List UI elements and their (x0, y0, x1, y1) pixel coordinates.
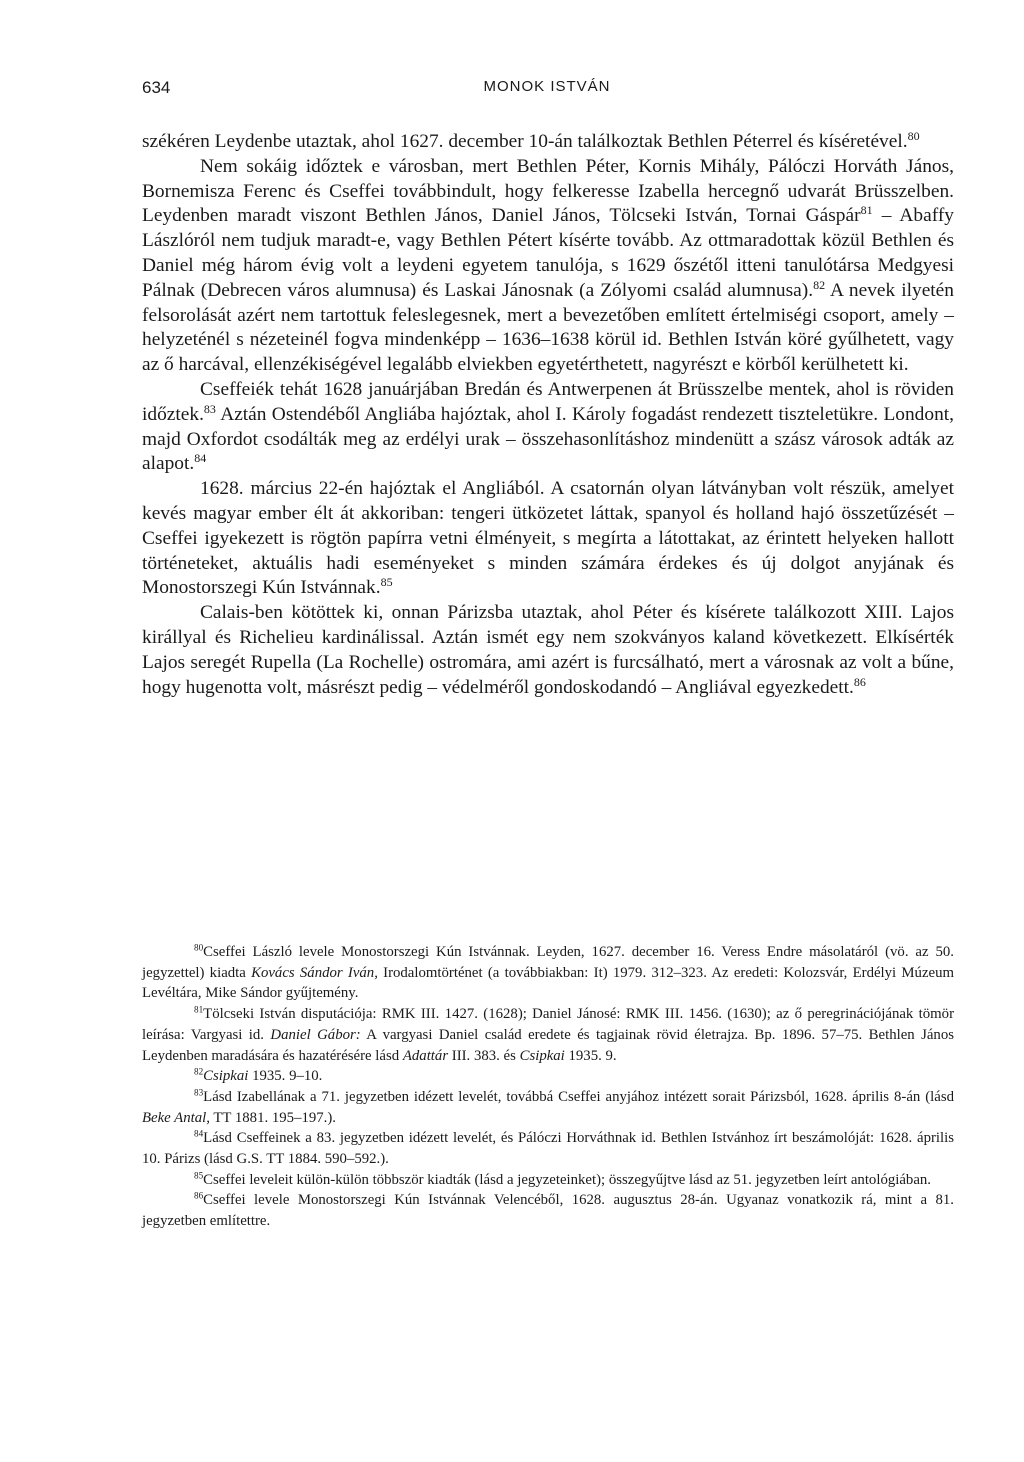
footnote-84 (142, 1128, 954, 1169)
paragraph-5 (142, 601, 954, 700)
footnote-text: Cseffei levele Monostorszegi Kún Istvánnak Velencéből, 1628. augusztus 28-án. Ugyanaz vonatkozik rá, mint a 81. jegyzetben említettre. (142, 1192, 954, 1230)
footnote-ref-86[interactable]: 86 (853, 674, 866, 689)
footnote-text: Lásd Izabellának a 71. jegyzetben idézett levelét, továbbá Cseffei anyjához intézett sorait Párizsból, 1628. április 8-án (lásd (203, 1088, 954, 1105)
footnote-ref-80[interactable]: 80 (907, 128, 920, 143)
footnote-text: Lásd Cseffeinek a 83. jegyzetben idézett levelét, és Pálóczi Horváthnak id. Bethlen Istvánhoz írt beszámolóját: 1628. április 10. Párizs (lásd G.S. TT 1884. 590–592.). (142, 1130, 954, 1168)
footnote-text: Tölcseki István disputációja: RMK III. 1427. (1628); Daniel Jánosé: RMK III. 1456. (1630); az ő peregrinációjának tömör leírása: Vargyasi id. (142, 1006, 954, 1043)
footnote-number: 83 (194, 1087, 204, 1098)
footnote-ref-83[interactable]: 83 (203, 401, 216, 416)
footnote-ref-81[interactable]: 81 (860, 203, 873, 218)
footnote-ref-85[interactable]: 85 (380, 575, 393, 590)
footnote-text: 1935. 9. (564, 1047, 617, 1064)
footnote-text: III. 383. és (448, 1047, 520, 1064)
footnote-text: Cseffei leveleit külön-külön többször kiadták (lásd a jegyzeteinket); összegyűjtve lásd az 51. jegyzetben leírt antológiában. (203, 1171, 931, 1188)
footnote-author: Daniel Gábor: (270, 1026, 361, 1043)
footnote-author: Csipkai (519, 1047, 565, 1064)
footnote-number: 85 (194, 1170, 204, 1181)
footnote-text: Cseffei László levele Monostorszegi Kún Istvánnak. Leyden, 1627. december 16. Veress Endre másolatáról (vö. az 50. jegyzettel) kiadta (142, 944, 954, 981)
paragraph-text: Calais-ben kötöttek ki, onnan Párizsba utaztak, ahol Péter és kísérete találkozott XIII. Lajos királlyal és Richelieu kardinálissal. Aztán ismét egy nem szokványos kaland következett. Elkísérték Lajos seregét Rupella (La Rochelle) ostromára, ami azért is furcsálható, mert a városnak az volt a bűne, hogy hugenotta volt, másrészt pedig – védelméről gondoskodandó – Angliával egyezkedett. (142, 602, 954, 698)
paragraph-2 (142, 155, 954, 378)
main-text (142, 130, 954, 700)
paragraph-1 (142, 130, 954, 155)
footnote-number: 86 (194, 1190, 204, 1201)
footnote-80 (142, 942, 954, 1004)
footnote-86 (142, 1190, 954, 1231)
footnote-author: Beke Antal, (142, 1109, 210, 1126)
page-number: 634 (142, 78, 171, 97)
footnote-number: 81 (194, 1004, 204, 1015)
footnote-text: A vargyasi Daniel család eredete és tagjainak rövid életrajza. Bp. 1896. 57–75. Bethlen János Leydenben maradására és hazatérésére lásd (142, 1026, 954, 1064)
footnote-text: Irodalomtörténet (a továbbiakban: It) 1979. 312–323. Az eredeti: Kolozsvár, Erdélyi Múzeum Levéltára, Mike Sándor gyűjtemény. (142, 964, 955, 1002)
footnote-author: Kovács Sándor Iván, (251, 964, 378, 981)
footnote-source: Adattár (402, 1047, 449, 1064)
footnote-number: 80 (194, 942, 204, 953)
paragraph-text: 1628. március 22-én hajóztak el Angliából. A csatornán olyan látványban volt részük, amelyet kevés magyar ember élt át akkoriban: tengeri ütközetet láttak, spanyol és holland hajó összetűzését – Cseffei igyekezett is rögtön papírra vetni élményeit, s megírta a látottakat, az érintett helyeken hallott történeteket, aktuális hadi eseményeket s minden számára érdekes és új dolgot anyjának és Monostorszegi Kún Istvánnak. (142, 478, 954, 599)
footnote-number: 84 (194, 1128, 204, 1139)
footnote-81 (142, 1004, 954, 1066)
footnote-text: TT 1881. 195–197.). (209, 1109, 336, 1126)
paragraph-3 (142, 378, 954, 477)
footnote-author: Csipkai (203, 1068, 249, 1085)
running-head: MONOK ISTVÁN (483, 78, 611, 95)
paragraph-4 (142, 477, 954, 601)
paragraph-text: Cseffeiék tehát 1628 januárjában Bredán és Antwerpenen át Brüsszelbe mentek, ahol is röviden időztek. (142, 378, 954, 425)
footnote-82 (142, 1066, 954, 1087)
footnote-number: 82 (194, 1066, 204, 1077)
footnote-83 (142, 1087, 954, 1128)
paragraph-text: – Abaffy Lászlóról nem tudjuk maradt-e, vagy Bethlen Pétert kísérte tovább. Az ottmaradottak közül Bethlen és Daniel még három évig volt a leydeni egyetem tanulója, s 1629 őszétől itteni tanulótársa Medgyesi Pálnak (Debrecen város alumnusa) és Laskai Jánosnak (a Zólyomi család alumnusa). (142, 205, 954, 301)
page-header (142, 78, 952, 102)
paragraph-text: Aztán Ostendéből Angliába hajóztak, ahol I. Károly fogadást rendezett tiszteletükre. Londont, majd Oxfordot csodálták meg az erdélyi urak – összehasonlításhoz mindenütt a szász városok adták az alapot. (142, 403, 954, 475)
footnote-ref-82[interactable]: 82 (813, 277, 826, 292)
footnote-text: 1935. 9–10. (248, 1068, 323, 1085)
paragraph-text: A nevek ilyetén felsorolását azért nem tartottuk feleslegesnek, mert a bevezetőben említett értelmiségi csoport, amely – helyzeténél s nézeteinél fogva mindenképp – 1636–1638 körül id. Bethlen István köré gyűlhetett, vagy az ő harcával, ellenzékiségével legalább elviekben egyetérthetett, nagyrészt e körből kerülhetett ki. (142, 279, 954, 376)
paragraph-text: Nem sokáig időztek e városban, mert Bethlen Péter, Kornis Mihály, Pálóczi Horváth János, Bornemisza Ferenc és Cseffei továbbindult, hogy felkeresse Izabella hercegnő udvarát Brüsszelben. Leydenben maradt viszont Bethlen János, Daniel János, Tölcseki István, Tornai Gáspár (142, 155, 954, 227)
footnotes (142, 942, 954, 1232)
paragraph-text: székéren Leydenbe utaztak, ahol 1627. december 10-án találkoztak Bethlen Péterrel és kíséretével. (142, 131, 908, 152)
footnote-85 (142, 1170, 954, 1191)
footnote-ref-84[interactable]: 84 (194, 451, 207, 466)
